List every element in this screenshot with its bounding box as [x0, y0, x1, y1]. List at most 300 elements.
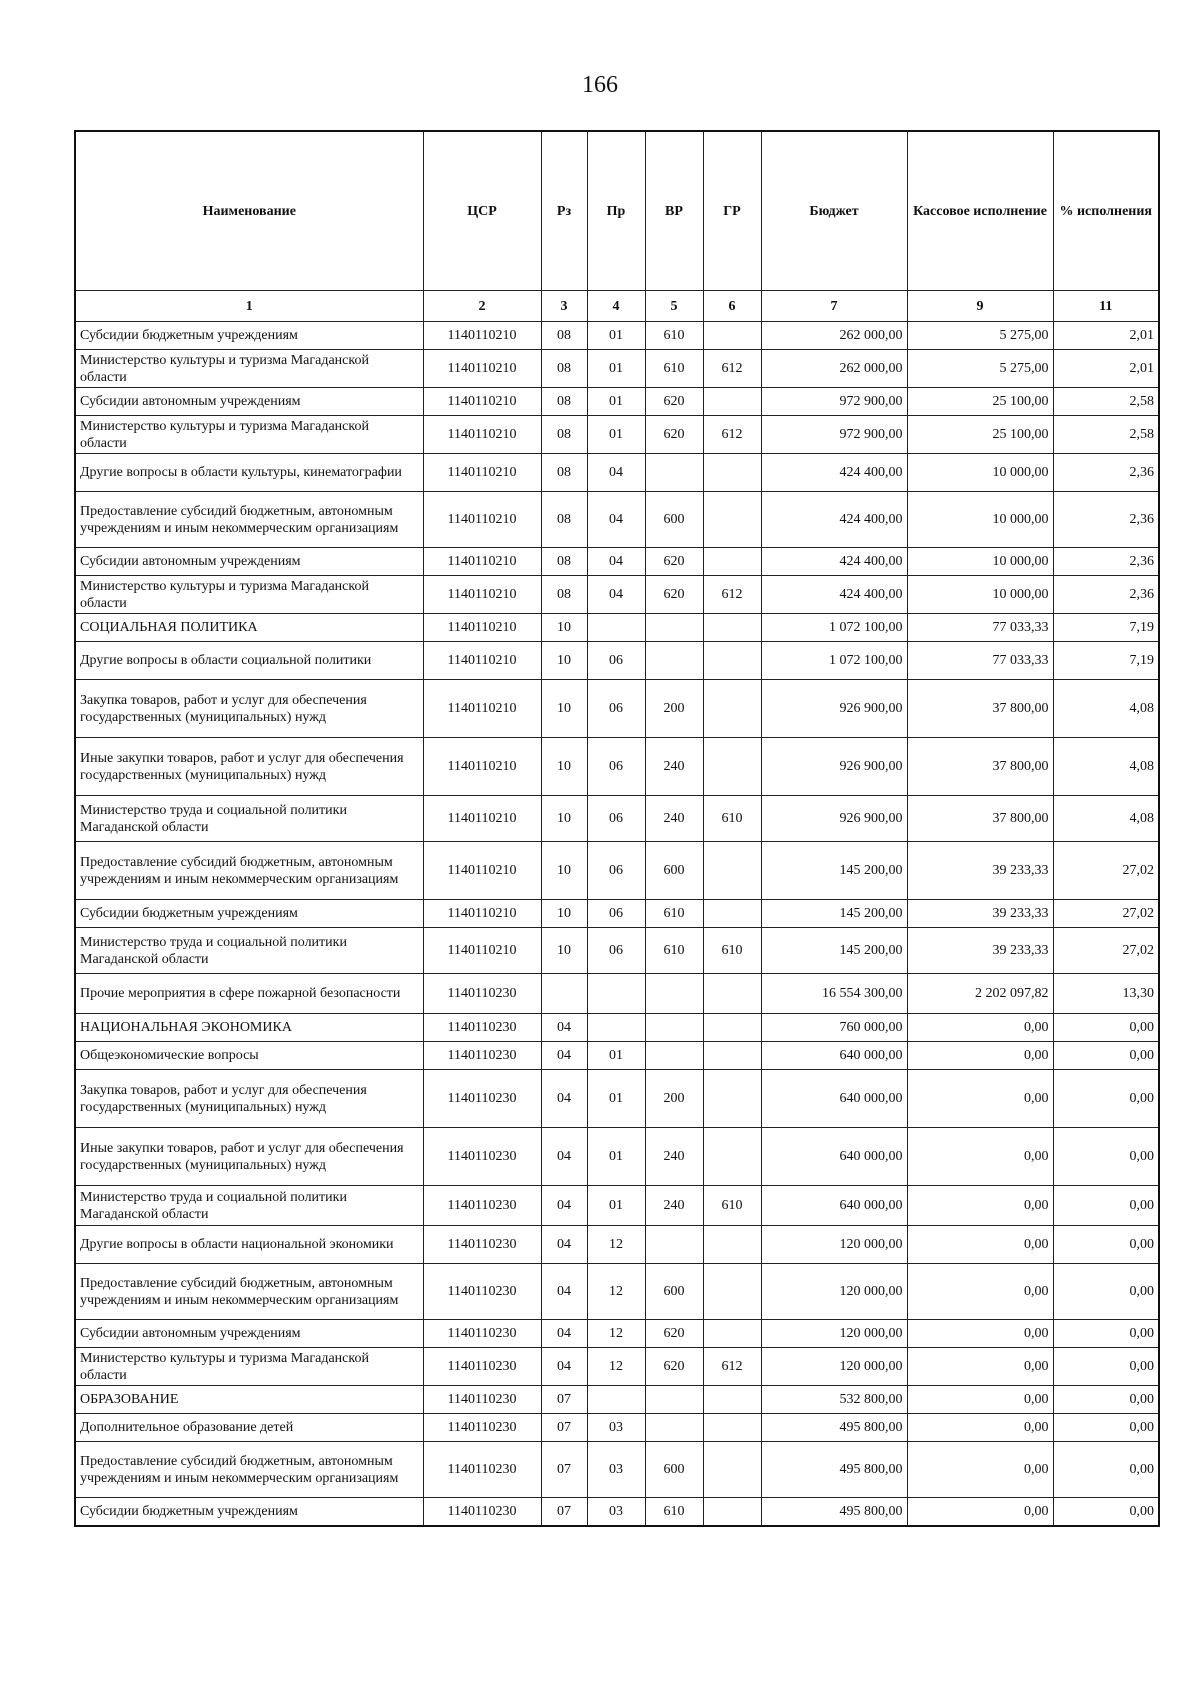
row-name: Субсидии автономным учреждениям [75, 1320, 423, 1348]
row-vr: 620 [645, 1320, 703, 1348]
row-gr [703, 738, 761, 796]
row-rz: 08 [541, 416, 587, 454]
row-budget: 532 800,00 [761, 1386, 907, 1414]
row-budget: 926 900,00 [761, 680, 907, 738]
row-pr: 06 [587, 642, 645, 680]
row-csr: 1140110210 [423, 388, 541, 416]
table-row [75, 576, 1159, 614]
budget-table [74, 130, 1160, 1527]
table-row [75, 974, 1159, 1014]
row-percent-execution: 2,58 [1053, 416, 1159, 454]
row-pr: 06 [587, 900, 645, 928]
row-rz: 08 [541, 454, 587, 492]
row-gr [703, 1498, 761, 1526]
row-budget: 926 900,00 [761, 738, 907, 796]
row-rz: 04 [541, 1070, 587, 1128]
row-vr: 240 [645, 1128, 703, 1186]
row-percent-execution: 4,08 [1053, 796, 1159, 842]
row-percent-execution: 0,00 [1053, 1014, 1159, 1042]
table-row [75, 900, 1159, 928]
header-cash-execution: Кассовое исполнение [907, 131, 1053, 291]
row-name: Министерство труда и социальной политики Магаданской области [75, 928, 423, 974]
table-row [75, 796, 1159, 842]
row-budget: 145 200,00 [761, 842, 907, 900]
row-budget: 926 900,00 [761, 796, 907, 842]
row-cash-execution: 0,00 [907, 1264, 1053, 1320]
table-row [75, 1226, 1159, 1264]
row-rz: 10 [541, 738, 587, 796]
row-name: Министерство культуры и туризма Магаданской области [75, 350, 423, 388]
row-csr: 1140110230 [423, 1070, 541, 1128]
row-csr: 1140110230 [423, 1264, 541, 1320]
row-percent-execution: 13,30 [1053, 974, 1159, 1014]
row-pr: 03 [587, 1442, 645, 1498]
row-pr: 04 [587, 492, 645, 548]
row-vr: 600 [645, 492, 703, 548]
row-pr: 01 [587, 322, 645, 350]
row-gr: 612 [703, 576, 761, 614]
row-cash-execution: 0,00 [907, 1348, 1053, 1386]
row-gr [703, 642, 761, 680]
row-pr: 12 [587, 1348, 645, 1386]
row-name: Министерство культуры и туризма Магаданской области [75, 576, 423, 614]
row-cash-execution: 25 100,00 [907, 388, 1053, 416]
row-rz: 04 [541, 1226, 587, 1264]
row-gr: 612 [703, 1348, 761, 1386]
row-percent-execution: 2,36 [1053, 576, 1159, 614]
row-rz: 10 [541, 642, 587, 680]
row-rz: 07 [541, 1414, 587, 1442]
row-vr [645, 454, 703, 492]
row-gr: 612 [703, 350, 761, 388]
row-name: Субсидии автономным учреждениям [75, 548, 423, 576]
row-budget: 120 000,00 [761, 1348, 907, 1386]
row-percent-execution: 27,02 [1053, 900, 1159, 928]
table-row [75, 1264, 1159, 1320]
row-gr: 612 [703, 416, 761, 454]
row-name: ОБРАЗОВАНИЕ [75, 1386, 423, 1414]
row-gr [703, 322, 761, 350]
header-percent-execution: % исполнения [1053, 131, 1159, 291]
row-gr [703, 1042, 761, 1070]
row-gr [703, 1128, 761, 1186]
row-rz: 08 [541, 576, 587, 614]
row-name: Иные закупки товаров, работ и услуг для обеспечения государственных (муниципальных) нужд [75, 738, 423, 796]
row-budget: 262 000,00 [761, 350, 907, 388]
row-name: Министерство труда и социальной политики Магаданской области [75, 1186, 423, 1226]
row-percent-execution: 0,00 [1053, 1348, 1159, 1386]
row-gr [703, 1070, 761, 1128]
row-cash-execution: 0,00 [907, 1128, 1053, 1186]
row-pr: 12 [587, 1264, 645, 1320]
header-csr: ЦСР [423, 131, 541, 291]
row-vr: 620 [645, 576, 703, 614]
row-pr: 01 [587, 350, 645, 388]
row-pr: 06 [587, 928, 645, 974]
row-budget: 16 554 300,00 [761, 974, 907, 1014]
row-vr: 200 [645, 1070, 703, 1128]
row-vr [645, 1386, 703, 1414]
row-cash-execution: 0,00 [907, 1014, 1053, 1042]
row-name: Другие вопросы в области национальной экономики [75, 1226, 423, 1264]
row-gr [703, 974, 761, 1014]
row-csr: 1140110230 [423, 1186, 541, 1226]
table-row [75, 1128, 1159, 1186]
column-number: 7 [761, 291, 907, 322]
row-budget: 262 000,00 [761, 322, 907, 350]
row-rz: 04 [541, 1186, 587, 1226]
row-rz [541, 974, 587, 1014]
row-gr [703, 1386, 761, 1414]
row-name: Субсидии бюджетным учреждениям [75, 900, 423, 928]
row-budget: 120 000,00 [761, 1226, 907, 1264]
column-number-row [75, 291, 1159, 322]
row-percent-execution: 0,00 [1053, 1414, 1159, 1442]
row-percent-execution: 0,00 [1053, 1442, 1159, 1498]
row-budget: 495 800,00 [761, 1442, 907, 1498]
table-row [75, 842, 1159, 900]
row-name: Предоставление субсидий бюджетным, автономным учреждениям и иным некоммерческим организациям [75, 1264, 423, 1320]
row-budget: 972 900,00 [761, 416, 907, 454]
row-cash-execution: 0,00 [907, 1070, 1053, 1128]
row-percent-execution: 27,02 [1053, 842, 1159, 900]
row-cash-execution: 37 800,00 [907, 738, 1053, 796]
row-rz: 10 [541, 614, 587, 642]
row-gr [703, 1014, 761, 1042]
row-budget: 145 200,00 [761, 928, 907, 974]
table-row [75, 322, 1159, 350]
row-budget: 640 000,00 [761, 1042, 907, 1070]
row-vr [645, 974, 703, 1014]
row-vr: 240 [645, 796, 703, 842]
row-gr [703, 454, 761, 492]
table-row [75, 350, 1159, 388]
table-row [75, 454, 1159, 492]
row-csr: 1140110210 [423, 680, 541, 738]
row-pr: 01 [587, 1128, 645, 1186]
row-cash-execution: 0,00 [907, 1442, 1053, 1498]
row-pr: 01 [587, 1186, 645, 1226]
row-name: Закупка товаров, работ и услуг для обеспечения государственных (муниципальных) нужд [75, 680, 423, 738]
row-name: Субсидии бюджетным учреждениям [75, 322, 423, 350]
row-csr: 1140110230 [423, 1128, 541, 1186]
row-csr: 1140110210 [423, 492, 541, 548]
row-cash-execution: 77 033,33 [907, 614, 1053, 642]
column-number: 5 [645, 291, 703, 322]
row-pr [587, 1014, 645, 1042]
row-csr: 1140110230 [423, 1226, 541, 1264]
row-cash-execution: 39 233,33 [907, 900, 1053, 928]
row-pr: 01 [587, 1070, 645, 1128]
header-gr: ГР [703, 131, 761, 291]
row-rz: 10 [541, 900, 587, 928]
column-number: 2 [423, 291, 541, 322]
row-budget: 424 400,00 [761, 576, 907, 614]
row-rz: 08 [541, 388, 587, 416]
column-number: 4 [587, 291, 645, 322]
table-row [75, 738, 1159, 796]
table-row [75, 680, 1159, 738]
row-budget: 424 400,00 [761, 548, 907, 576]
row-percent-execution: 0,00 [1053, 1070, 1159, 1128]
row-gr [703, 492, 761, 548]
row-pr: 04 [587, 548, 645, 576]
row-rz: 10 [541, 842, 587, 900]
row-gr: 610 [703, 796, 761, 842]
row-rz: 04 [541, 1348, 587, 1386]
row-cash-execution: 0,00 [907, 1042, 1053, 1070]
row-rz: 10 [541, 796, 587, 842]
row-cash-execution: 0,00 [907, 1414, 1053, 1442]
row-budget: 495 800,00 [761, 1414, 907, 1442]
row-csr: 1140110210 [423, 738, 541, 796]
row-name: Министерство труда и социальной политики Магаданской области [75, 796, 423, 842]
row-percent-execution: 0,00 [1053, 1226, 1159, 1264]
row-percent-execution: 4,08 [1053, 680, 1159, 738]
row-cash-execution: 0,00 [907, 1498, 1053, 1526]
row-name: Общеэкономические вопросы [75, 1042, 423, 1070]
row-gr [703, 1226, 761, 1264]
row-pr: 12 [587, 1320, 645, 1348]
row-gr: 610 [703, 1186, 761, 1226]
column-number: 6 [703, 291, 761, 322]
row-vr: 620 [645, 388, 703, 416]
row-percent-execution: 0,00 [1053, 1128, 1159, 1186]
row-percent-execution: 2,36 [1053, 548, 1159, 576]
row-cash-execution: 0,00 [907, 1186, 1053, 1226]
row-gr [703, 680, 761, 738]
table-row [75, 928, 1159, 974]
row-cash-execution: 0,00 [907, 1226, 1053, 1264]
row-vr [645, 642, 703, 680]
row-name: Дополнительное образование детей [75, 1414, 423, 1442]
row-budget: 120 000,00 [761, 1320, 907, 1348]
row-gr [703, 614, 761, 642]
row-pr: 03 [587, 1498, 645, 1526]
row-rz: 10 [541, 928, 587, 974]
table-row [75, 1014, 1159, 1042]
row-cash-execution: 37 800,00 [907, 796, 1053, 842]
header-rz: Рз [541, 131, 587, 291]
row-pr: 01 [587, 1042, 645, 1070]
row-csr: 1140110210 [423, 642, 541, 680]
table-row [75, 614, 1159, 642]
row-percent-execution: 2,36 [1053, 492, 1159, 548]
row-csr: 1140110210 [423, 416, 541, 454]
row-cash-execution: 77 033,33 [907, 642, 1053, 680]
row-budget: 972 900,00 [761, 388, 907, 416]
header-vr: ВР [645, 131, 703, 291]
row-rz: 04 [541, 1320, 587, 1348]
row-name: СОЦИАЛЬНАЯ ПОЛИТИКА [75, 614, 423, 642]
row-percent-execution: 7,19 [1053, 614, 1159, 642]
row-percent-execution: 2,01 [1053, 322, 1159, 350]
header-budget: Бюджет [761, 131, 907, 291]
row-percent-execution: 0,00 [1053, 1386, 1159, 1414]
row-budget: 640 000,00 [761, 1186, 907, 1226]
row-percent-execution: 0,00 [1053, 1186, 1159, 1226]
row-cash-execution: 10 000,00 [907, 548, 1053, 576]
row-percent-execution: 2,36 [1053, 454, 1159, 492]
row-gr: 610 [703, 928, 761, 974]
row-csr: 1140110230 [423, 1442, 541, 1498]
row-csr: 1140110210 [423, 928, 541, 974]
row-budget: 1 072 100,00 [761, 642, 907, 680]
table-row [75, 388, 1159, 416]
row-cash-execution: 10 000,00 [907, 492, 1053, 548]
row-cash-execution: 2 202 097,82 [907, 974, 1053, 1014]
row-name: Министерство культуры и туризма Магаданской области [75, 416, 423, 454]
page-number: 166 [582, 72, 618, 98]
row-gr [703, 1442, 761, 1498]
row-vr: 240 [645, 738, 703, 796]
row-csr: 1140110210 [423, 842, 541, 900]
row-percent-execution: 2,01 [1053, 350, 1159, 388]
row-name: Предоставление субсидий бюджетным, автономным учреждениям и иным некоммерческим организациям [75, 1442, 423, 1498]
row-rz: 07 [541, 1442, 587, 1498]
table-row [75, 548, 1159, 576]
row-budget: 640 000,00 [761, 1128, 907, 1186]
row-vr [645, 1414, 703, 1442]
table-row [75, 1386, 1159, 1414]
header-row [75, 131, 1159, 291]
row-vr: 240 [645, 1186, 703, 1226]
row-pr: 04 [587, 454, 645, 492]
row-name: Закупка товаров, работ и услуг для обеспечения государственных (муниципальных) нужд [75, 1070, 423, 1128]
row-gr [703, 900, 761, 928]
row-budget: 424 400,00 [761, 454, 907, 492]
header-name: Наименование [75, 131, 423, 291]
column-number: 3 [541, 291, 587, 322]
row-gr [703, 548, 761, 576]
row-rz: 08 [541, 350, 587, 388]
row-name: Иные закупки товаров, работ и услуг для обеспечения государственных (муниципальных) нужд [75, 1128, 423, 1186]
row-name: Прочие мероприятия в сфере пожарной безопасности [75, 974, 423, 1014]
table-row [75, 1348, 1159, 1386]
row-vr [645, 614, 703, 642]
table-body [75, 322, 1159, 1526]
row-percent-execution: 0,00 [1053, 1042, 1159, 1070]
row-pr: 01 [587, 416, 645, 454]
table-row [75, 642, 1159, 680]
row-csr: 1140110210 [423, 548, 541, 576]
row-vr: 610 [645, 322, 703, 350]
row-rz: 08 [541, 548, 587, 576]
row-vr: 610 [645, 928, 703, 974]
row-budget: 640 000,00 [761, 1070, 907, 1128]
row-cash-execution: 5 275,00 [907, 322, 1053, 350]
row-name: Другие вопросы в области социальной политики [75, 642, 423, 680]
row-csr: 1140110210 [423, 900, 541, 928]
row-percent-execution: 0,00 [1053, 1498, 1159, 1526]
row-pr: 04 [587, 576, 645, 614]
table-row [75, 1414, 1159, 1442]
row-vr: 600 [645, 1264, 703, 1320]
row-csr: 1140110230 [423, 1014, 541, 1042]
row-percent-execution: 2,58 [1053, 388, 1159, 416]
row-percent-execution: 27,02 [1053, 928, 1159, 974]
row-cash-execution: 39 233,33 [907, 842, 1053, 900]
column-number: 11 [1053, 291, 1159, 322]
row-csr: 1140110210 [423, 350, 541, 388]
row-cash-execution: 25 100,00 [907, 416, 1053, 454]
row-rz: 04 [541, 1128, 587, 1186]
row-cash-execution: 10 000,00 [907, 454, 1053, 492]
row-csr: 1140110230 [423, 1498, 541, 1526]
row-name: НАЦИОНАЛЬНАЯ ЭКОНОМИКА [75, 1014, 423, 1042]
row-name: Министерство культуры и туризма Магаданской области [75, 1348, 423, 1386]
row-rz: 08 [541, 492, 587, 548]
row-rz: 10 [541, 680, 587, 738]
row-gr [703, 1264, 761, 1320]
row-budget: 120 000,00 [761, 1264, 907, 1320]
row-vr: 610 [645, 350, 703, 388]
table-row [75, 416, 1159, 454]
row-gr [703, 1320, 761, 1348]
row-csr: 1140110210 [423, 796, 541, 842]
row-csr: 1140110230 [423, 1042, 541, 1070]
row-percent-execution: 4,08 [1053, 738, 1159, 796]
row-vr: 620 [645, 548, 703, 576]
row-name: Субсидии бюджетным учреждениям [75, 1498, 423, 1526]
row-gr [703, 842, 761, 900]
row-rz: 07 [541, 1498, 587, 1526]
row-name: Субсидии автономным учреждениям [75, 388, 423, 416]
column-number: 1 [75, 291, 423, 322]
row-percent-execution: 0,00 [1053, 1264, 1159, 1320]
header-pr: Пр [587, 131, 645, 291]
row-csr: 1140110230 [423, 1414, 541, 1442]
row-pr: 06 [587, 738, 645, 796]
table-row [75, 1498, 1159, 1526]
row-gr [703, 1414, 761, 1442]
row-pr [587, 614, 645, 642]
row-vr [645, 1014, 703, 1042]
row-vr: 610 [645, 900, 703, 928]
table-row [75, 1186, 1159, 1226]
row-rz: 07 [541, 1386, 587, 1414]
row-cash-execution: 5 275,00 [907, 350, 1053, 388]
row-rz: 08 [541, 322, 587, 350]
row-csr: 1140110210 [423, 614, 541, 642]
row-vr: 200 [645, 680, 703, 738]
row-vr: 600 [645, 1442, 703, 1498]
row-name: Предоставление субсидий бюджетным, автономным учреждениям и иным некоммерческим организациям [75, 492, 423, 548]
row-rz: 04 [541, 1042, 587, 1070]
row-pr: 01 [587, 388, 645, 416]
row-budget: 495 800,00 [761, 1498, 907, 1526]
row-vr [645, 1042, 703, 1070]
row-gr [703, 388, 761, 416]
row-csr: 1140110210 [423, 322, 541, 350]
column-number: 9 [907, 291, 1053, 322]
row-csr: 1140110210 [423, 576, 541, 614]
row-budget: 760 000,00 [761, 1014, 907, 1042]
row-name: Другие вопросы в области культуры, кинематографии [75, 454, 423, 492]
table-row [75, 1042, 1159, 1070]
row-rz: 04 [541, 1264, 587, 1320]
row-pr: 12 [587, 1226, 645, 1264]
row-cash-execution: 10 000,00 [907, 576, 1053, 614]
table-row [75, 1070, 1159, 1128]
row-pr [587, 974, 645, 1014]
row-pr: 06 [587, 796, 645, 842]
table-row [75, 1320, 1159, 1348]
row-csr: 1140110230 [423, 1348, 541, 1386]
row-pr: 06 [587, 842, 645, 900]
table-row [75, 492, 1159, 548]
row-csr: 1140110230 [423, 1386, 541, 1414]
